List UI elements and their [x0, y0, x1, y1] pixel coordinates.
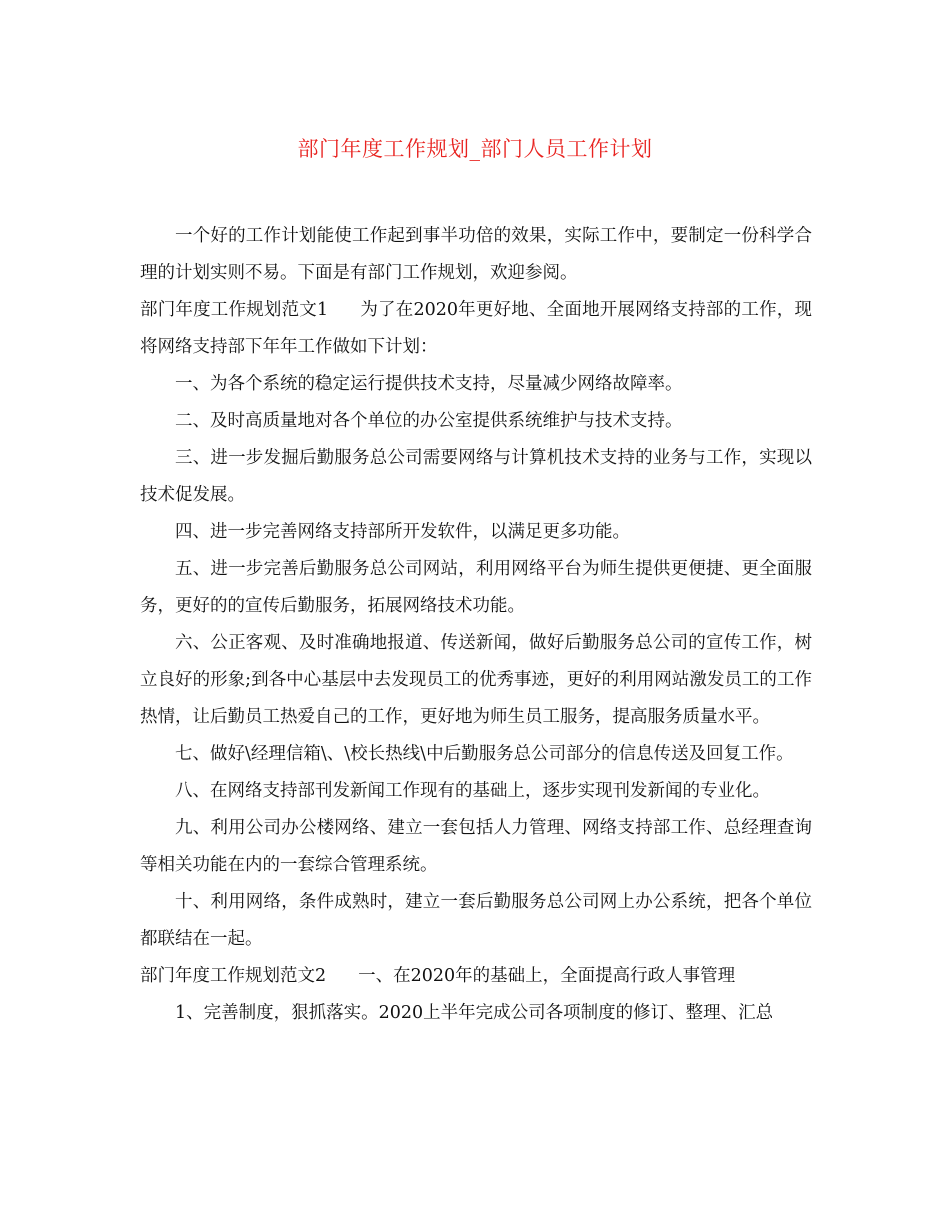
document-body: [140, 218, 812, 1032]
sample2-heading: 部门年度工作规划范文2: [140, 966, 327, 986]
plan-item-3: 三、进一步发掘后勤服务总公司需要网络与计算机技术支持的业务与工作，实现以技术促发展。: [140, 448, 812, 505]
document-title: 部门年度工作规划_部门人员工作计划: [297, 137, 653, 161]
plan-item-7: 七、做好\经理信箱\、\校长热线\中后勤服务总公司部分的信息传送及回复工作。: [175, 744, 794, 764]
plan-item-6: 六、公正客观、及时准确地报道、传送新闻，做好后勤服务总公司的宣传工作，树立良好的形象;到各中心基层中去发现员工的优秀事迹，更好的利用网站激发员工的工作热情，让后勤员工热爱自己的工作，更好地为师生员工服务，提高服务质量水平。: [140, 633, 812, 727]
plan-item-5: 五、进一步完善后勤服务总公司网站，利用网络平台为师生提供更便捷、更全面服务，更好的的宣传后勤服务，拓展网络技术功能。: [140, 559, 812, 616]
sample2-point-1: 1、完善制度，狠抓落实。2020上半年完成公司各项制度的修订、整理、汇总: [175, 1003, 774, 1023]
plan-item-8: 八、在网络支持部刊发新闻工作现有的基础上，逐步实现刊发新闻的专业化。: [175, 781, 770, 801]
plan-item-4: 四、进一步完善网络支持部所开发软件，以满足更多功能。: [175, 522, 630, 542]
sample2-lead: 一、在2020年的基础上，全面提高行政人事管理: [358, 966, 736, 986]
sample1-paragraph: [140, 292, 812, 366]
plan-item-10: 十、利用网络，条件成熟时，建立一套后勤服务总公司网上办公系统，把各个单位都联结在一起。: [140, 892, 812, 949]
intro-paragraph: 一个好的工作计划能使工作起到事半功倍的效果，实际工作中，要制定一份科学合理的计划实则不易。下面是有部门工作规划，欢迎参阅。: [140, 226, 812, 283]
sample1-lead: 为了在2020年更好地、全面地开展网络支持部的工作，现将网络支持部下年年工作做如下计划：: [140, 300, 812, 357]
sample2-paragraph: [140, 958, 812, 995]
sample1-heading: 部门年度工作规划范文1: [140, 300, 329, 320]
plan-item-1: 一、为各个系统的稳定运行提供技术支持，尽量减少网络故障率。: [175, 374, 683, 394]
plan-item-2: 二、及时高质量地对各个单位的办公室提供系统维护与技术支持。: [175, 411, 683, 431]
plan-item-9: 九、利用公司办公楼网络、建立一套包括人力管理、网络支持部工作、总经理查询等相关功能在内的一套综合管理系统。: [140, 818, 812, 875]
